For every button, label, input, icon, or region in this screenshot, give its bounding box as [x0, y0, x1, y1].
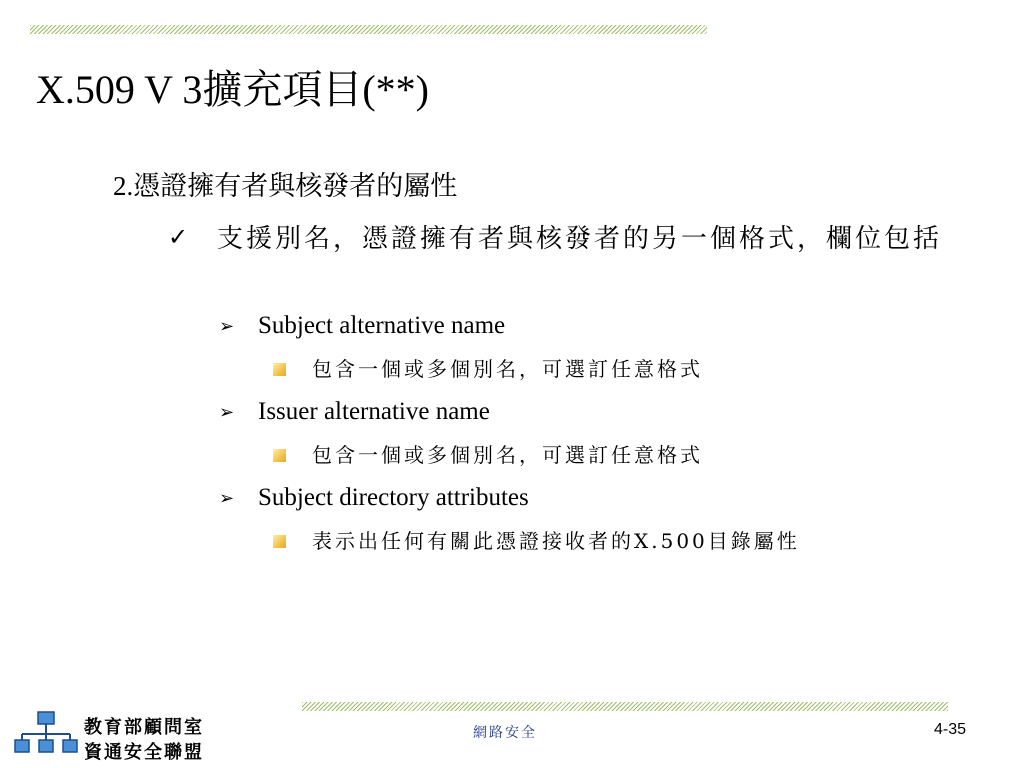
bottom-decorative-stripe	[302, 702, 948, 711]
square-bullet-icon	[273, 363, 286, 376]
network-logo-icon	[14, 710, 78, 758]
square-bullet-icon	[273, 449, 286, 462]
org-name-line2: 資通安全聯盟	[84, 742, 204, 763]
top-decorative-stripe	[30, 25, 707, 34]
item-description: 表示出任何有關此憑證接收者的X.500目錄屬性	[312, 529, 800, 553]
page-number: 4-35	[933, 721, 966, 738]
slide-title: X.509 V 3擴充項目(**)	[36, 67, 429, 112]
section-heading: 2.憑證擁有者與核發者的屬性	[113, 171, 458, 201]
arrow-bullet-icon: ➢	[219, 488, 235, 509]
org-name-line1: 教育部顧問室	[84, 717, 204, 738]
item-label: Issuer alternative name	[258, 398, 490, 425]
item-description: 包含一個或多個別名，可選訂任意格式	[312, 443, 703, 467]
arrow-bullet-icon: ➢	[219, 402, 235, 423]
item-description: 包含一個或多個別名，可選訂任意格式	[312, 357, 703, 381]
arrow-bullet-icon: ➢	[219, 316, 235, 337]
footer-course-title: 網路安全	[473, 725, 537, 741]
item-label: Subject directory attributes	[258, 484, 529, 511]
check-icon: ✓	[168, 223, 189, 251]
square-bullet-icon	[273, 535, 286, 548]
check-bullet-text: 支援別名，憑證擁有者與核發者的另一個格式，欄位包括	[217, 224, 943, 254]
item-label: Subject alternative name	[258, 312, 506, 339]
